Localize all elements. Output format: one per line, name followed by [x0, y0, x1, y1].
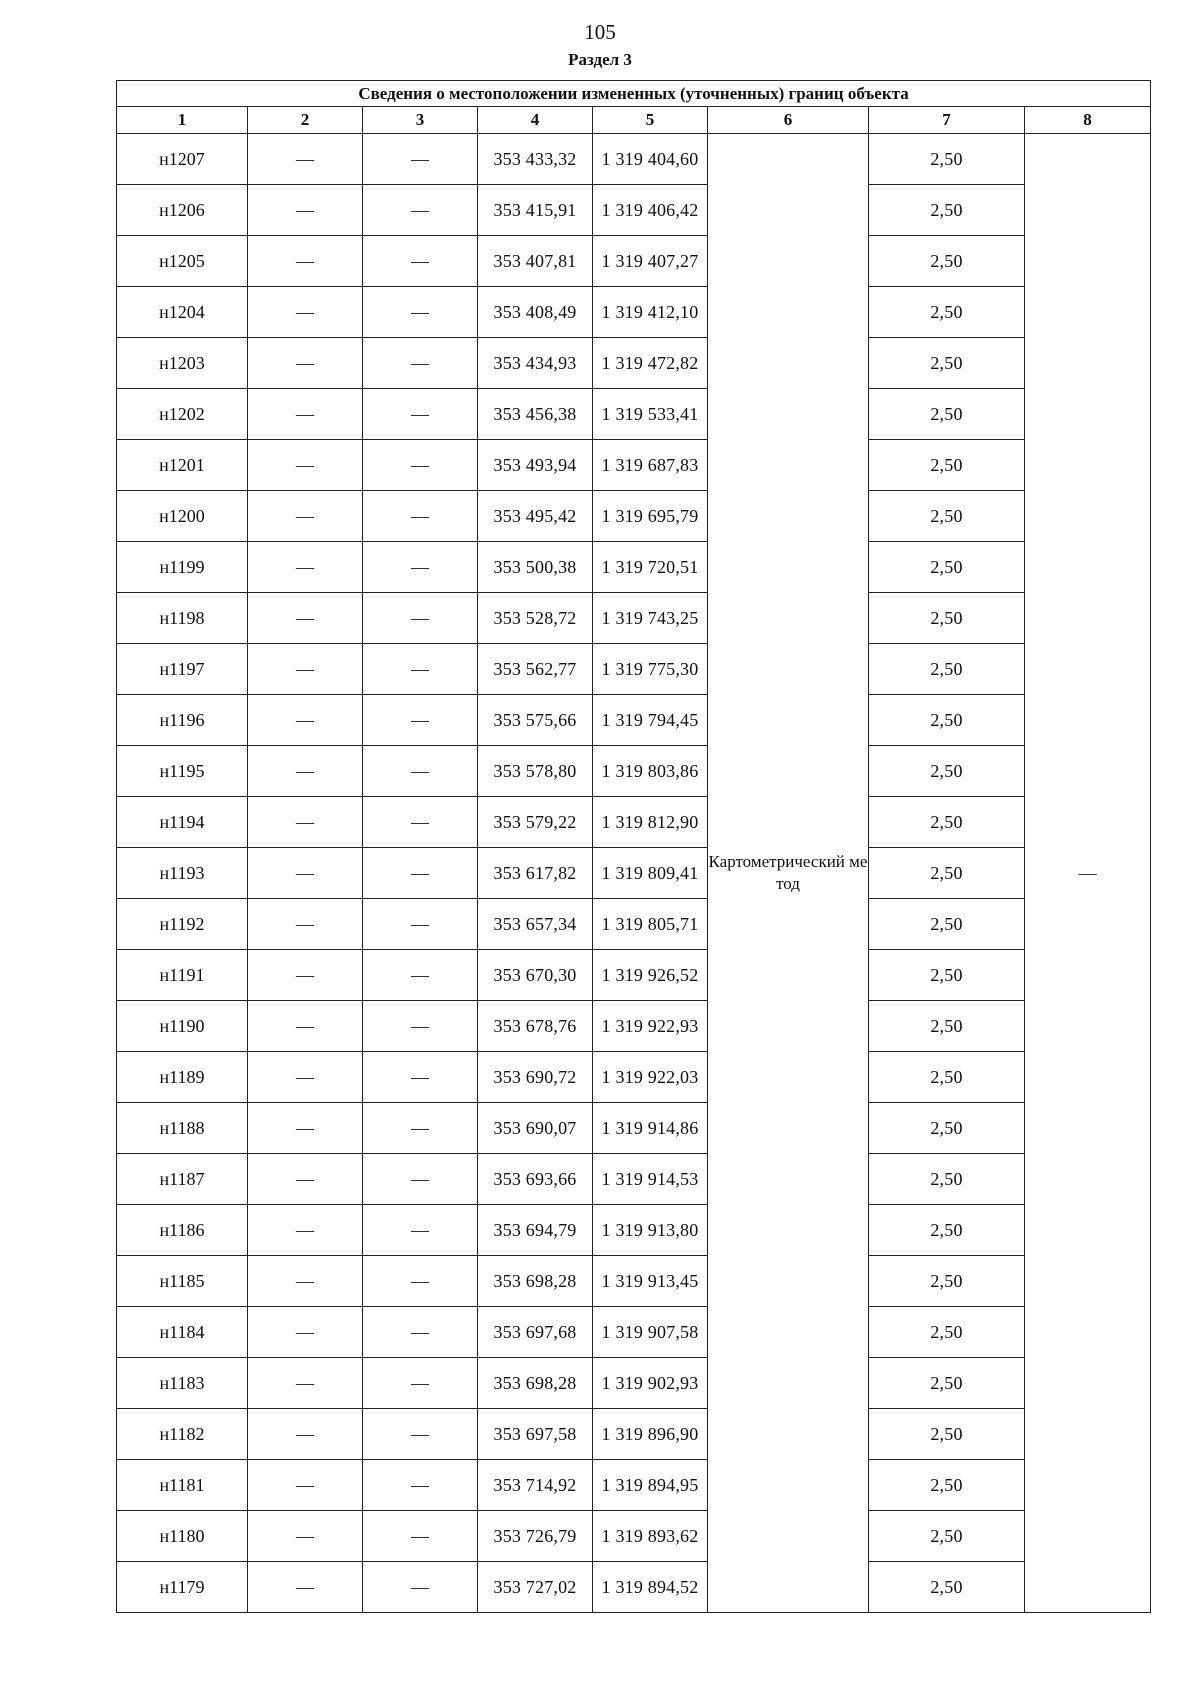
table-row	[117, 848, 1151, 899]
accuracy-cell: 2,50	[869, 287, 1025, 338]
table-row	[117, 236, 1151, 287]
column-3-cell: —	[363, 1307, 478, 1358]
y-coordinate-cell: 1 319 914,86	[593, 1103, 708, 1154]
column-2-cell: —	[248, 644, 363, 695]
y-coordinate-cell: 1 319 913,45	[593, 1256, 708, 1307]
y-coordinate-cell: 1 319 922,03	[593, 1052, 708, 1103]
accuracy-cell: 2,50	[869, 695, 1025, 746]
y-coordinate-cell: 1 319 809,41	[593, 848, 708, 899]
x-coordinate-cell: 353 657,34	[478, 899, 593, 950]
x-coordinate-cell: 353 726,79	[478, 1511, 593, 1562]
column-number: 8	[1025, 107, 1151, 134]
y-coordinate-cell: 1 319 407,27	[593, 236, 708, 287]
column-3-cell: —	[363, 1511, 478, 1562]
column-number: 7	[869, 107, 1025, 134]
y-coordinate-cell: 1 319 922,93	[593, 1001, 708, 1052]
table-row	[117, 491, 1151, 542]
accuracy-cell: 2,50	[869, 491, 1025, 542]
column-3-cell: —	[363, 899, 478, 950]
table-row	[117, 1154, 1151, 1205]
point-name-cell: н1203	[117, 338, 248, 389]
y-coordinate-cell: 1 319 803,86	[593, 746, 708, 797]
column-2-cell: —	[248, 950, 363, 1001]
column-2-cell: —	[248, 797, 363, 848]
x-coordinate-cell: 353 528,72	[478, 593, 593, 644]
accuracy-cell: 2,50	[869, 644, 1025, 695]
y-coordinate-cell: 1 319 896,90	[593, 1409, 708, 1460]
column-3-cell: —	[363, 797, 478, 848]
table-row	[117, 797, 1151, 848]
point-name-cell: н1202	[117, 389, 248, 440]
point-name-cell: н1198	[117, 593, 248, 644]
table-row	[117, 899, 1151, 950]
y-coordinate-cell: 1 319 902,93	[593, 1358, 708, 1409]
accuracy-cell: 2,50	[869, 1562, 1025, 1613]
column-3-cell: —	[363, 593, 478, 644]
column-2-cell: —	[248, 593, 363, 644]
column-2-cell: —	[248, 1205, 363, 1256]
page-number: 105	[584, 20, 616, 44]
table-row	[117, 338, 1151, 389]
column-3-cell: —	[363, 1205, 478, 1256]
point-name-cell: н1190	[117, 1001, 248, 1052]
column-3-cell: —	[363, 287, 478, 338]
column-2-cell: —	[248, 1562, 363, 1613]
x-coordinate-cell: 353 693,66	[478, 1154, 593, 1205]
accuracy-cell: 2,50	[869, 389, 1025, 440]
accuracy-cell: 2,50	[869, 1001, 1025, 1052]
column-3-cell: —	[363, 848, 478, 899]
x-coordinate-cell: 353 578,80	[478, 746, 593, 797]
table-row	[117, 1460, 1151, 1511]
x-coordinate-cell: 353 714,92	[478, 1460, 593, 1511]
x-coordinate-cell: 353 579,22	[478, 797, 593, 848]
column-2-cell: —	[248, 542, 363, 593]
column-3-cell: —	[363, 1052, 478, 1103]
point-name-cell: н1189	[117, 1052, 248, 1103]
column-number-row	[117, 107, 1151, 134]
table-row	[117, 1409, 1151, 1460]
point-name-cell: н1201	[117, 440, 248, 491]
accuracy-cell: 2,50	[869, 185, 1025, 236]
table-row	[117, 1205, 1151, 1256]
accuracy-cell: 2,50	[869, 1409, 1025, 1460]
table-row	[117, 1256, 1151, 1307]
accuracy-cell: 2,50	[869, 134, 1025, 185]
x-coordinate-cell: 353 678,76	[478, 1001, 593, 1052]
point-name-cell: н1205	[117, 236, 248, 287]
column-3-cell: —	[363, 236, 478, 287]
y-coordinate-cell: 1 319 695,79	[593, 491, 708, 542]
column-2-cell: —	[248, 1409, 363, 1460]
column-3-cell: —	[363, 695, 478, 746]
table-row	[117, 1358, 1151, 1409]
method-cell: Картометрический метод	[708, 134, 869, 1613]
x-coordinate-cell: 353 690,07	[478, 1103, 593, 1154]
table-row	[117, 644, 1151, 695]
y-coordinate-cell: 1 319 775,30	[593, 644, 708, 695]
point-name-cell: н1187	[117, 1154, 248, 1205]
x-coordinate-cell: 353 415,91	[478, 185, 593, 236]
x-coordinate-cell: 353 575,66	[478, 695, 593, 746]
table-row	[117, 950, 1151, 1001]
column-2-cell: —	[248, 1460, 363, 1511]
accuracy-cell: 2,50	[869, 1511, 1025, 1562]
column-2-cell: —	[248, 695, 363, 746]
column-2-cell: —	[248, 1307, 363, 1358]
y-coordinate-cell: 1 319 926,52	[593, 950, 708, 1001]
column-number: 1	[117, 107, 248, 134]
y-coordinate-cell: 1 319 404,60	[593, 134, 708, 185]
x-coordinate-cell: 353 690,72	[478, 1052, 593, 1103]
x-coordinate-cell: 353 670,30	[478, 950, 593, 1001]
column-3-cell: —	[363, 134, 478, 185]
column-3-cell: —	[363, 1154, 478, 1205]
x-coordinate-cell: 353 456,38	[478, 389, 593, 440]
accuracy-cell: 2,50	[869, 1307, 1025, 1358]
point-name-cell: н1207	[117, 134, 248, 185]
column-3-cell: —	[363, 1562, 478, 1613]
column-3-cell: —	[363, 1358, 478, 1409]
table-row	[117, 1001, 1151, 1052]
column-2-cell: —	[248, 1154, 363, 1205]
column-3-cell: —	[363, 440, 478, 491]
point-name-cell: н1193	[117, 848, 248, 899]
column-2-cell: —	[248, 899, 363, 950]
y-coordinate-cell: 1 319 533,41	[593, 389, 708, 440]
table-body	[117, 134, 1151, 1613]
column-3-cell: —	[363, 1409, 478, 1460]
column-2-cell: —	[248, 1256, 363, 1307]
x-coordinate-cell: 353 727,02	[478, 1562, 593, 1613]
accuracy-cell: 2,50	[869, 1256, 1025, 1307]
column-3-cell: —	[363, 389, 478, 440]
table-row	[117, 1103, 1151, 1154]
table-caption-row	[117, 81, 1151, 107]
table-row	[117, 695, 1151, 746]
point-name-cell: н1199	[117, 542, 248, 593]
x-coordinate-cell: 353 617,82	[478, 848, 593, 899]
column-3-cell: —	[363, 1460, 478, 1511]
x-coordinate-cell: 353 407,81	[478, 236, 593, 287]
y-coordinate-cell: 1 319 406,42	[593, 185, 708, 236]
column-8-cell: —	[1025, 134, 1151, 1613]
column-number: 6	[708, 107, 869, 134]
accuracy-cell: 2,50	[869, 542, 1025, 593]
accuracy-cell: 2,50	[869, 746, 1025, 797]
column-3-cell: —	[363, 491, 478, 542]
x-coordinate-cell: 353 698,28	[478, 1358, 593, 1409]
point-name-cell: н1192	[117, 899, 248, 950]
column-3-cell: —	[363, 338, 478, 389]
table-row	[117, 746, 1151, 797]
column-3-cell: —	[363, 950, 478, 1001]
point-name-cell: н1186	[117, 1205, 248, 1256]
x-coordinate-cell: 353 434,93	[478, 338, 593, 389]
accuracy-cell: 2,50	[869, 593, 1025, 644]
column-2-cell: —	[248, 1358, 363, 1409]
point-name-cell: н1200	[117, 491, 248, 542]
accuracy-cell: 2,50	[869, 1358, 1025, 1409]
point-name-cell: н1195	[117, 746, 248, 797]
column-2-cell: —	[248, 746, 363, 797]
y-coordinate-cell: 1 319 720,51	[593, 542, 708, 593]
column-3-cell: —	[363, 1256, 478, 1307]
x-coordinate-cell: 353 562,77	[478, 644, 593, 695]
column-2-cell: —	[248, 491, 363, 542]
accuracy-cell: 2,50	[869, 440, 1025, 491]
point-name-cell: н1183	[117, 1358, 248, 1409]
column-number: 5	[593, 107, 708, 134]
table-caption: Сведения о местоположении измененных (уточненных) границ объекта	[117, 81, 1151, 107]
table-row	[117, 1562, 1151, 1613]
y-coordinate-cell: 1 319 412,10	[593, 287, 708, 338]
x-coordinate-cell: 353 697,68	[478, 1307, 593, 1358]
y-coordinate-cell: 1 319 805,71	[593, 899, 708, 950]
accuracy-cell: 2,50	[869, 950, 1025, 1001]
column-2-cell: —	[248, 236, 363, 287]
x-coordinate-cell: 353 694,79	[478, 1205, 593, 1256]
column-2-cell: —	[248, 287, 363, 338]
table-row	[117, 1511, 1151, 1562]
column-3-cell: —	[363, 746, 478, 797]
point-name-cell: н1204	[117, 287, 248, 338]
accuracy-cell: 2,50	[869, 797, 1025, 848]
y-coordinate-cell: 1 319 794,45	[593, 695, 708, 746]
column-2-cell: —	[248, 134, 363, 185]
x-coordinate-cell: 353 698,28	[478, 1256, 593, 1307]
point-name-cell: н1184	[117, 1307, 248, 1358]
point-name-cell: н1185	[117, 1256, 248, 1307]
y-coordinate-cell: 1 319 472,82	[593, 338, 708, 389]
point-name-cell: н1194	[117, 797, 248, 848]
column-number: 3	[363, 107, 478, 134]
y-coordinate-cell: 1 319 913,80	[593, 1205, 708, 1256]
table-row	[117, 1307, 1151, 1358]
column-2-cell: —	[248, 848, 363, 899]
section-title: Раздел 3	[568, 50, 632, 69]
accuracy-cell: 2,50	[869, 1460, 1025, 1511]
y-coordinate-cell: 1 319 914,53	[593, 1154, 708, 1205]
column-3-cell: —	[363, 542, 478, 593]
column-2-cell: —	[248, 1103, 363, 1154]
point-name-cell: н1191	[117, 950, 248, 1001]
table-row	[117, 542, 1151, 593]
accuracy-cell: 2,50	[869, 1103, 1025, 1154]
coordinates-table	[116, 80, 1151, 1613]
x-coordinate-cell: 353 433,32	[478, 134, 593, 185]
table-row	[117, 440, 1151, 491]
point-name-cell: н1182	[117, 1409, 248, 1460]
table-row	[117, 389, 1151, 440]
column-number: 2	[248, 107, 363, 134]
table-row	[117, 185, 1151, 236]
point-name-cell: н1196	[117, 695, 248, 746]
column-2-cell: —	[248, 1001, 363, 1052]
point-name-cell: н1179	[117, 1562, 248, 1613]
y-coordinate-cell: 1 319 907,58	[593, 1307, 708, 1358]
column-3-cell: —	[363, 644, 478, 695]
x-coordinate-cell: 353 408,49	[478, 287, 593, 338]
table-row	[117, 1052, 1151, 1103]
column-2-cell: —	[248, 1052, 363, 1103]
column-number: 4	[478, 107, 593, 134]
accuracy-cell: 2,50	[869, 338, 1025, 389]
x-coordinate-cell: 353 493,94	[478, 440, 593, 491]
accuracy-cell: 2,50	[869, 1154, 1025, 1205]
accuracy-cell: 2,50	[869, 1052, 1025, 1103]
column-3-cell: —	[363, 1001, 478, 1052]
y-coordinate-cell: 1 319 894,95	[593, 1460, 708, 1511]
column-2-cell: —	[248, 389, 363, 440]
table-row	[117, 287, 1151, 338]
y-coordinate-cell: 1 319 893,62	[593, 1511, 708, 1562]
column-2-cell: —	[248, 440, 363, 491]
point-name-cell: н1180	[117, 1511, 248, 1562]
column-3-cell: —	[363, 1103, 478, 1154]
point-name-cell: н1197	[117, 644, 248, 695]
column-3-cell: —	[363, 185, 478, 236]
column-2-cell: —	[248, 1511, 363, 1562]
accuracy-cell: 2,50	[869, 848, 1025, 899]
accuracy-cell: 2,50	[869, 236, 1025, 287]
y-coordinate-cell: 1 319 743,25	[593, 593, 708, 644]
point-name-cell: н1188	[117, 1103, 248, 1154]
y-coordinate-cell: 1 319 687,83	[593, 440, 708, 491]
y-coordinate-cell: 1 319 894,52	[593, 1562, 708, 1613]
point-name-cell: н1181	[117, 1460, 248, 1511]
column-2-cell: —	[248, 185, 363, 236]
table-row	[117, 593, 1151, 644]
x-coordinate-cell: 353 697,58	[478, 1409, 593, 1460]
accuracy-cell: 2,50	[869, 1205, 1025, 1256]
x-coordinate-cell: 353 495,42	[478, 491, 593, 542]
column-2-cell: —	[248, 338, 363, 389]
table-row	[117, 134, 1151, 185]
point-name-cell: н1206	[117, 185, 248, 236]
accuracy-cell: 2,50	[869, 899, 1025, 950]
y-coordinate-cell: 1 319 812,90	[593, 797, 708, 848]
x-coordinate-cell: 353 500,38	[478, 542, 593, 593]
